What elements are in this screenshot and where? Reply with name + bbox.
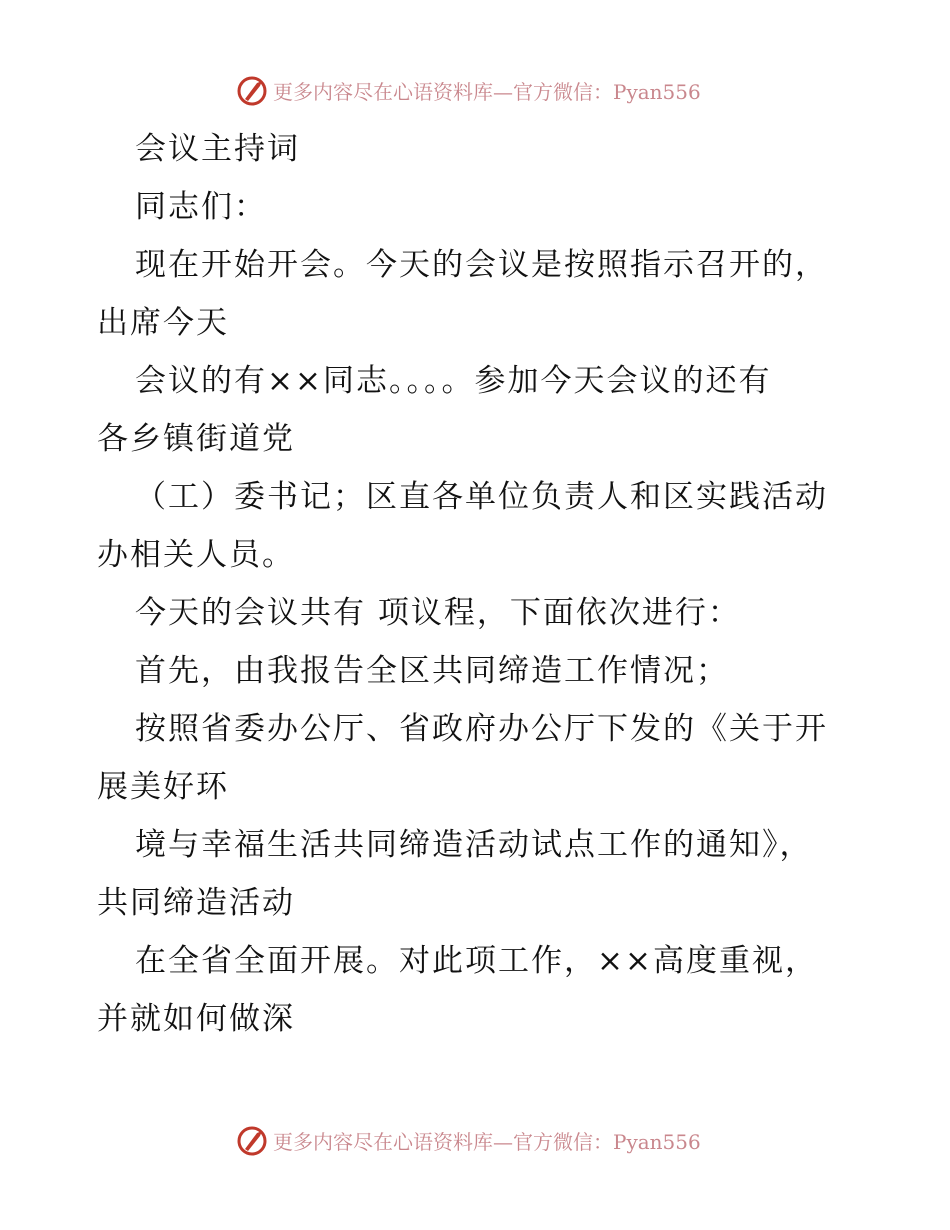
text-line: （工）委书记；区直各单位负责人和区实践活动: [135, 479, 828, 515]
text-line: 会议主持词: [135, 131, 300, 167]
text-line: 办相关人员。: [97, 537, 295, 573]
text-line: 按照省委办公厅、省政府办公厅下发的《关于开: [135, 711, 828, 747]
text-line: 并就如何做深: [97, 1001, 295, 1037]
header-watermark: [235, 72, 701, 108]
watermark-text: 更多内容尽在心语资料库—官方微信：Pyan556: [273, 1129, 701, 1154]
text-line: 同志们：: [135, 189, 267, 225]
text-line: 在全省全面开展。对此项工作，××高度重视，: [135, 943, 818, 979]
fountain-pen-logo-icon: [235, 73, 269, 107]
watermark-text: 更多内容尽在心语资料库—官方微信：Pyan556: [273, 79, 701, 104]
text-line: 今天的会议共有 项议程，下面依次进行：: [135, 595, 741, 631]
fountain-pen-logo-icon: [235, 1123, 269, 1157]
document-body: [97, 120, 877, 1048]
text-line: 现在开始开会。今天的会议是按照指示召开的，: [135, 247, 828, 283]
text-line: 各乡镇街道党: [97, 421, 295, 457]
footer-watermark: [235, 1122, 701, 1158]
text-line: 首先，由我报告全区共同缔造工作情况；: [135, 653, 729, 689]
text-line: 共同缔造活动: [97, 885, 295, 921]
text-line: 境与幸福生活共同缔造活动试点工作的通知》，: [135, 827, 813, 863]
text-line: 展美好环: [97, 769, 229, 805]
text-line: 出席今天: [97, 305, 229, 341]
text-line: 会议的有××同志。。。。参加今天会议的还有: [135, 363, 772, 399]
